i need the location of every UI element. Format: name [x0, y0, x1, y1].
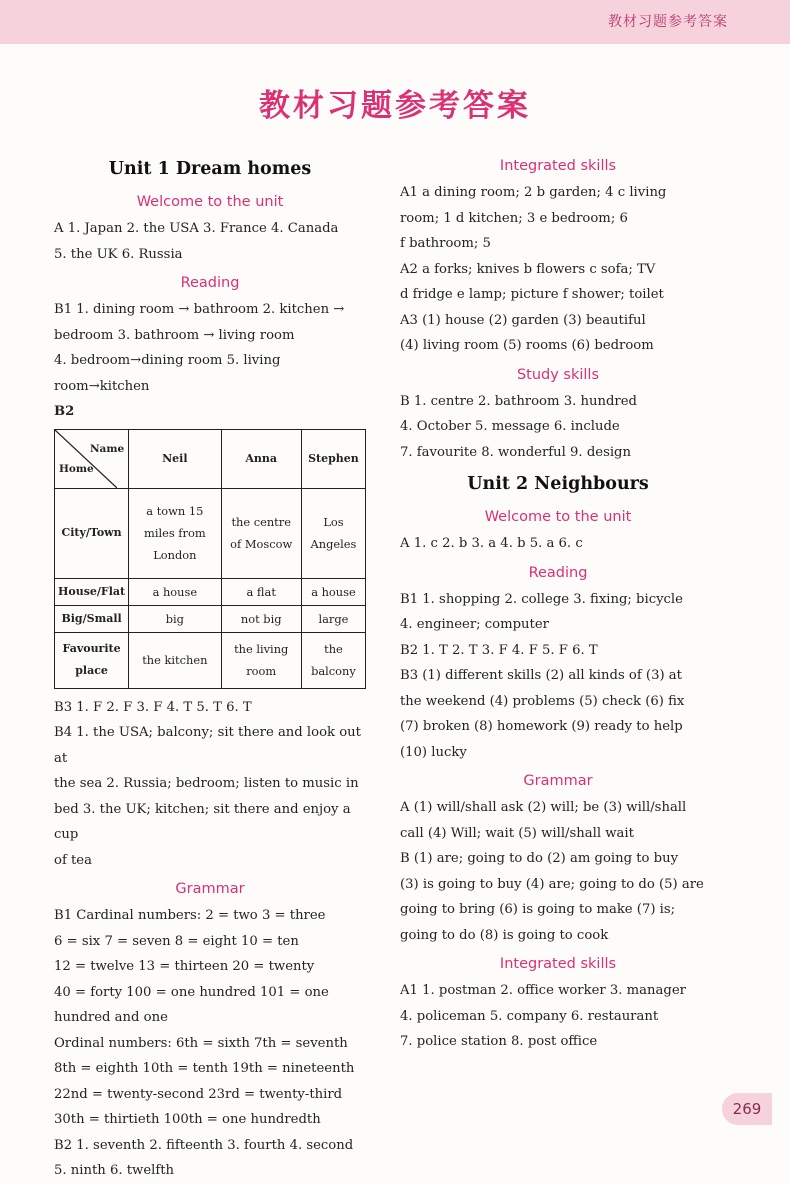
answer-line: 7. police station 8. post office [400, 1034, 598, 1049]
answer-line: A1 1. postman 2. office worker 3. manager [400, 983, 686, 998]
table-cell: a town 15 miles from London [129, 488, 221, 578]
row-header: House/Flat [55, 578, 129, 605]
row-header: Favourite place [55, 632, 129, 688]
answer-line: B2 1. seventh 2. fifteenth 3. fourth 4. second [54, 1137, 354, 1153]
answer-line: A 1. c 2. b 3. a 4. b 5. a 6. c [400, 536, 583, 551]
answer-line: B4 1. the USA; balcony; sit there and look out at [54, 725, 361, 766]
answer-line: the weekend (4) problems (5) check (6) fix [400, 693, 685, 709]
answer-line: 40 = forty 100 = one hundred 101 = one [54, 984, 329, 1000]
header-title: 教材习题参考答案 [608, 14, 728, 30]
table-cell: not big [221, 605, 301, 632]
corner-name-label: Name [89, 442, 125, 455]
right-column [400, 150, 716, 1055]
table-cell: a flat [221, 578, 301, 605]
table-cell: the kitchen [129, 632, 221, 688]
answer-line: B2 [54, 404, 75, 419]
answer-line: 5. ninth 6. twelfth [54, 1163, 175, 1178]
answer-line: B3 1. F 2. F 3. F 4. T 5. T 6. T [54, 699, 252, 715]
answer-line: going to bring (6) is going to make (7) is; [400, 902, 676, 917]
answer-line: (7) broken (8) homework (9) ready to help [400, 719, 683, 734]
answer-line: A1 a dining room; 2 b garden; 4 c living [400, 185, 667, 200]
unit1-title: Unit 1 Dream homes [108, 159, 312, 179]
answer-line: bedroom 3. bathroom → living room [54, 327, 295, 343]
answer-line: 4. bedroom→dining room 5. living room→kitchen [54, 353, 281, 394]
table-cell: big [129, 605, 221, 632]
left-column [54, 150, 366, 1184]
row-header: Big/Small [55, 605, 129, 632]
column-header: Neil [129, 429, 221, 488]
table-row [55, 632, 366, 688]
answer-line: B3 (1) different skills (2) all kinds of (3) at [400, 668, 682, 683]
section-heading: Integrated skills [499, 956, 617, 972]
answer-line: A2 a forks; knives b flowers c sofa; TV [400, 261, 656, 277]
table-corner-cell [55, 429, 129, 488]
answer-line: f bathroom; 5 [400, 236, 491, 251]
unit2-title: Unit 2 Neighbours [467, 474, 649, 494]
answer-line: going to do (8) is going to cook [400, 927, 609, 943]
table-cell: large [301, 605, 365, 632]
table-cell: the living room [221, 632, 301, 688]
answer-line: (10) lucky [400, 744, 467, 760]
table-cell: the balcony [301, 632, 365, 688]
answer-line: 7. favourite 8. wonderful 9. design [400, 444, 631, 460]
table-cell: Los Angeles [301, 488, 365, 578]
column-header: Stephen [301, 429, 365, 488]
section-heading: Reading [528, 564, 588, 581]
answer-line: room; 1 d kitchen; 3 e bedroom; 6 [400, 210, 628, 226]
page-number: 269 [722, 1093, 772, 1125]
section-heading: Welcome to the unit [484, 509, 632, 525]
answer-line: B (1) are; going to do (2) am going to buy [400, 851, 679, 866]
answer-line: 4. October 5. message 6. include [400, 419, 620, 434]
answer-line: 4. engineer; computer [400, 617, 549, 632]
section-heading: Study skills [516, 366, 600, 383]
answer-line: d fridge e lamp; picture f shower; toilet [400, 287, 664, 302]
answer-line: Ordinal numbers: 6th = sixth 7th = seventh [54, 1035, 348, 1051]
row-header: City/Town [55, 488, 129, 578]
answer-line: B1 1. shopping 2. college 3. fixing; bicycle [400, 591, 683, 607]
section-heading: Grammar [523, 773, 593, 789]
column-header: Anna [221, 429, 301, 488]
answer-line: bed 3. the UK; kitchen; sit there and enjoy a cup [54, 801, 351, 842]
table-row [55, 605, 366, 632]
section-heading: Grammar [175, 881, 245, 897]
answer-line: 4. policeman 5. company 6. restaurant [400, 1008, 659, 1024]
answer-line: 6 = six 7 = seven 8 = eight 10 = ten [54, 933, 299, 949]
answer-line: 8th = eighth 10th = tenth 19th = nineteenth [54, 1061, 355, 1076]
answer-line: hundred and one [54, 1010, 168, 1025]
table-cell: a house [301, 578, 365, 605]
table-row [55, 488, 366, 578]
answer-line: 30th = thirtieth 100th = one hundredth [54, 1112, 321, 1127]
section-heading: Reading [180, 275, 240, 291]
answer-line: (4) living room (5) rooms (6) bedroom [400, 338, 654, 353]
answer-line: A 1. Japan 2. the USA 3. France 4. Canada [54, 221, 339, 236]
answer-line: 12 = twelve 13 = thirteen 20 = twenty [54, 959, 315, 974]
answer-line: A (1) will/shall ask (2) will; be (3) will/shall [400, 800, 687, 815]
answer-line: (3) is going to buy (4) are; going to do (5) are [400, 876, 704, 892]
answer-line: the sea 2. Russia; bedroom; listen to music in [54, 776, 359, 791]
answer-line: 22nd = twenty-second 23rd = twenty-third [54, 1086, 343, 1102]
section-heading: Welcome to the unit [136, 194, 284, 210]
answer-line: B1 1. dining room → bathroom 2. kitchen → [54, 302, 345, 317]
section-heading: Integrated skills [499, 158, 617, 174]
answer-line: call (4) Will; wait (5) will/shall wait [400, 825, 634, 841]
answer-line: B 1. centre 2. bathroom 3. hundred [400, 393, 637, 409]
answer-line: 5. the UK 6. Russia [54, 246, 183, 262]
answer-line: of tea [54, 852, 92, 868]
answer-line: A3 (1) house (2) garden (3) beautiful [400, 312, 646, 328]
table-cell: a house [129, 578, 221, 605]
page-title: 教材习题参考答案 [259, 88, 531, 124]
answer-line: B2 1. T 2. T 3. F 4. F 5. F 6. T [400, 642, 598, 658]
homes-table [54, 429, 366, 689]
table-cell: the centre of Moscow [221, 488, 301, 578]
answer-line: B1 Cardinal numbers: 2 = two 3 = three [54, 908, 326, 923]
corner-home-label: Home [59, 462, 94, 475]
table-row [55, 578, 366, 605]
